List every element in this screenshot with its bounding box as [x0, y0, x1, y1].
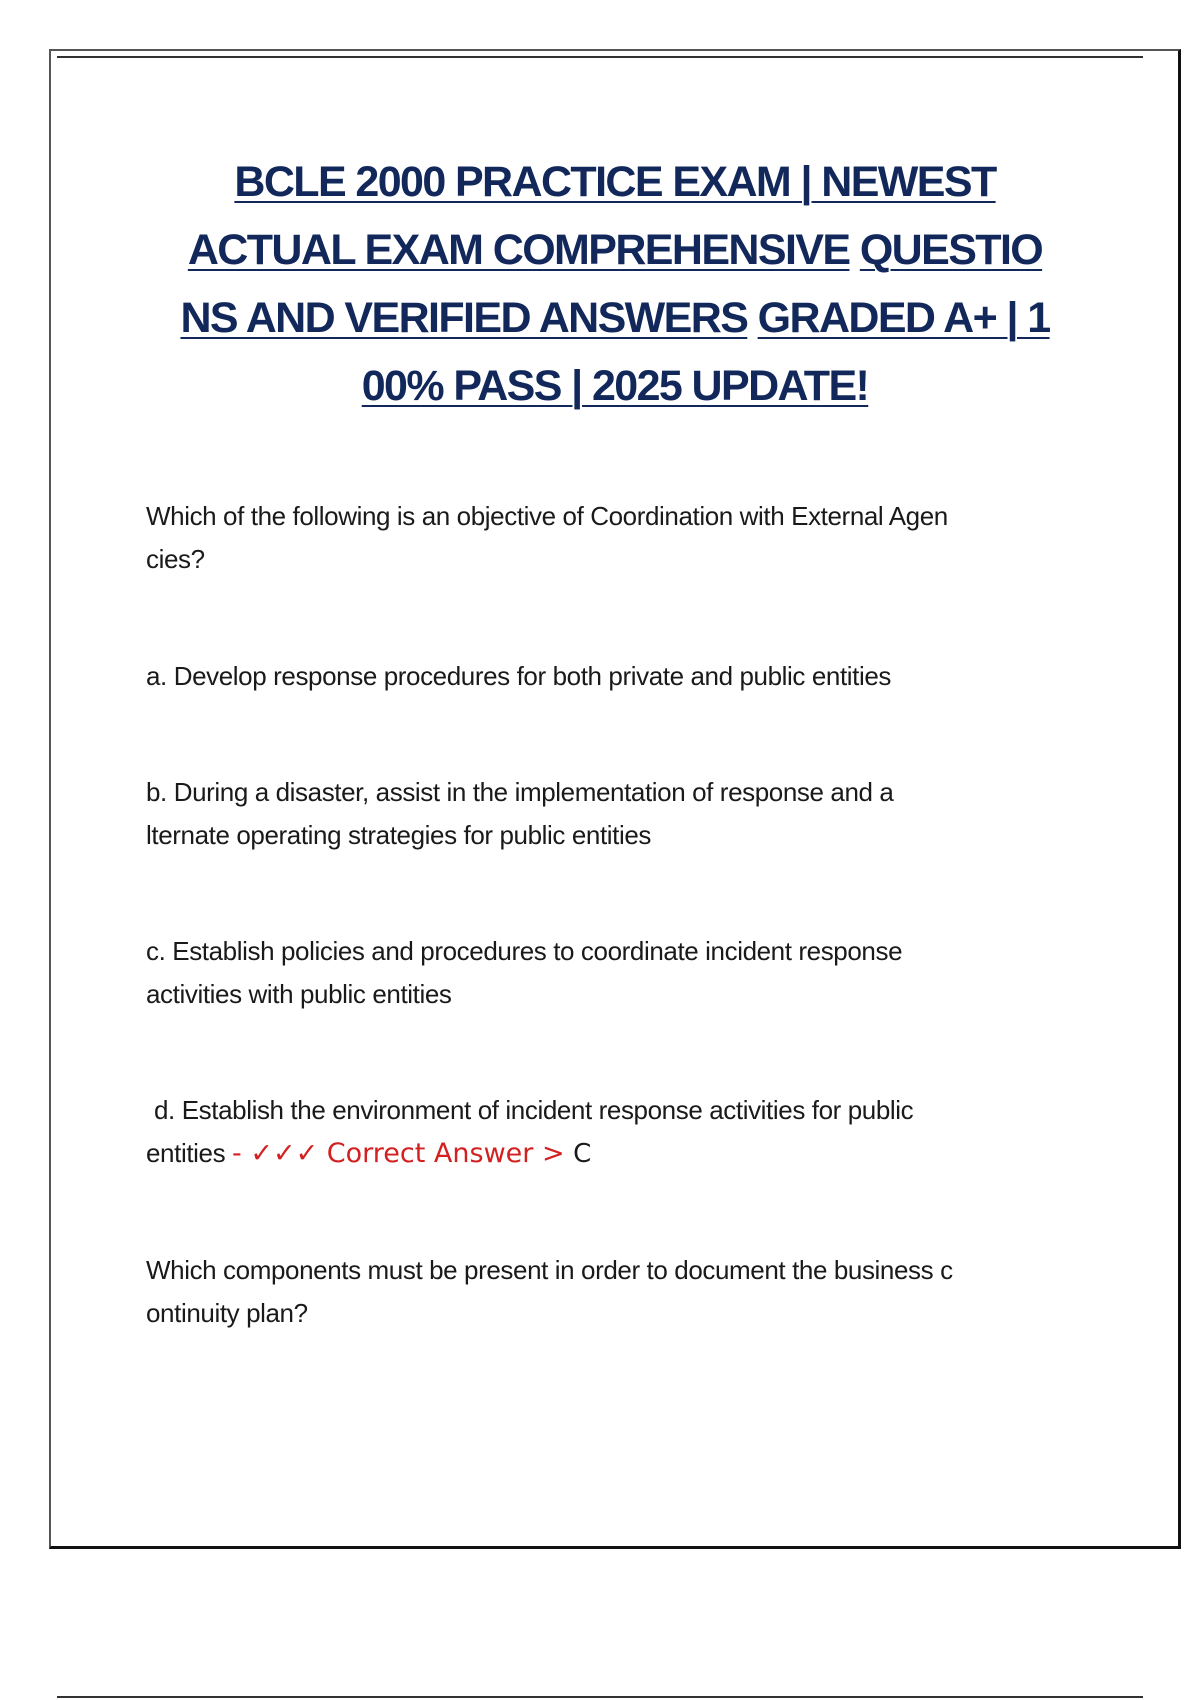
title-line-3: NS AND VERIFIED ANSWERS GRADED A+ | 1: [180, 294, 1050, 342]
question-1-option-a: a. Develop response procedures for both private and public entities: [146, 661, 891, 691]
correct-answer-marker: - ✓✓✓ Correct Answer >: [232, 1138, 574, 1169]
question-1-option-d: d. Establish the environment of incident response activities for public entities - ✓✓✓ Correct Answer > C: [146, 1089, 1096, 1176]
option-d-line-2: entities - ✓✓✓ Correct Answer > C: [146, 1138, 592, 1169]
document-body: [146, 495, 1096, 1335]
question-1-prompt: Which of the following is an objective of Coordination with External Agen cies?: [146, 501, 948, 574]
question-1-option-c: c. Establish policies and procedures to coordinate incident response activities with public entities: [146, 936, 903, 1009]
bottom-rule: [57, 1696, 1143, 1698]
question-1-option-b: b. During a disaster, assist in the implementation of response and a lternate operating strategies for public entities: [146, 777, 894, 850]
title-line-4: 00% PASS | 2025 UPDATE!: [361, 362, 869, 410]
document-title: [145, 148, 1085, 420]
top-rule: [57, 56, 1143, 58]
title-line-1: BCLE 2000 PRACTICE EXAM | NEWEST: [234, 158, 996, 206]
title-line-2: ACTUAL EXAM COMPREHENSIVE QUESTIO: [187, 226, 1043, 274]
question-2-prompt: Which components must be present in order to document the business c ontinuity plan?: [146, 1255, 953, 1328]
correct-answer-value: C: [573, 1139, 592, 1169]
